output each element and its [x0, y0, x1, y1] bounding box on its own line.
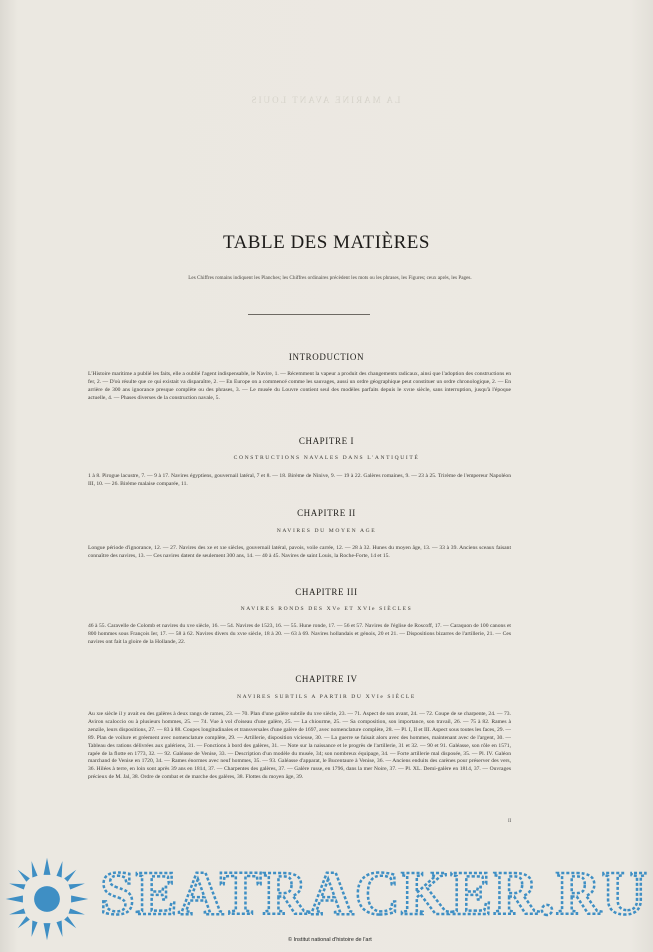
- section-text-chapitre-3: 46 à 55. Caravelle de Colomb et navires du xve siècle, 16. — 54. Navires de 1523, 16. — 55. Hune ronde, 17. — 56 et 57. Navires de l'église de Roscoff, 17. — Caraquon de 100 canons et 800 hommes sous François Ier, 17. — 58 à 62. Navires divers du xvɪe siècle, 18 à 20. — 63 à 69. Navires hollandais et génois, 20 et 21. — Dispositions bizarres de l'artillerie, 21. — Ces navires ont fait la gloire de la Hollande, 22.: [88, 623, 511, 645]
- sun-icon: [4, 856, 90, 942]
- section-subheading-chapitre-4: NAVIRES SUBTILS A PARTIR DU XVIe SIÈCLE: [237, 694, 416, 700]
- section-heading-introduction: INTRODUCTION: [288, 352, 365, 362]
- watermark-brand-text: SEATRACKER.RU: [100, 864, 648, 924]
- section-heading-chapitre-4: CHAPITRE IV: [295, 674, 358, 684]
- credit-line: [288, 937, 372, 943]
- section-heading-chapitre-2: CHAPITRE II: [297, 508, 356, 518]
- section-heading-chapitre-1: CHAPITRE I: [298, 436, 355, 446]
- page-title: TABLE DES MATIÈRES: [223, 232, 430, 253]
- section-subheading-chapitre-2: NAVIRES DU MOYEN AGE: [276, 528, 377, 534]
- page-folio: II: [508, 819, 512, 824]
- bleed-through-text: LA MARINE AVANT LOUIS: [249, 95, 401, 105]
- section-subheading-chapitre-1: CONSTRUCTIONS NAVALES DANS L'ANTIQUITÉ: [233, 455, 420, 461]
- section-text-introduction: L'Histoire maritime a publié les faits, elle a oublié l'agent indispensable, le Navire, 1. — Récemment la vapeur a produit des changements radicaux, ainsi que l'adoption des constructions en fer, 2. — D'où résulte que ce qui existait va disparaître, 2. — En Europe on a commencé comme les sauvages, aussi un ordre géographique peut constituer un ordre chronologique, 2. — En arrière de 300 ans ignorance presque complète ou des phrases, 3. — Le musée du Louvre contient seul des modèles parfaits depuis le xvɪɪe siècle, sans interruption, jusqu'à l'époque actuelle, 4. — Phases diverses de la construction navale, 5.: [88, 371, 511, 401]
- section-text-chapitre-2: Longue période d'ignorance, 12. — 27. Navires des xe et xɪe siècles, gouvernail latéral, pavois, voile carrée, 12. — 28 à 32. Hunes du moyen âge, 13. — 33 à 39. Anciens sceaux faisant connaître des navires, 13. — Ces navires datent de seulement 300 ans, 14. — 40 à 45. Navires de saint Louis, la Roche-Forte, 14 et 15.: [88, 545, 511, 559]
- page-subtitle: Les Chiffres romains indiquent les Planches; les Chiffres ordinaires précèdent les mots ou les phrases, les Figures; ceux après, les Pages.: [188, 275, 472, 281]
- title-divider: [248, 314, 370, 315]
- section-subheading-chapitre-3: NAVIRES RONDS DES XVe ET XVIe SIÈCLES: [240, 606, 413, 612]
- section-heading-chapitre-3: CHAPITRE III: [295, 587, 358, 597]
- section-text-chapitre-1: 1 à 8. Pirogue lacustre, 7. — 9 à 17. Navires égyptiens, gouvernail latéral, 7 et 8. — 18. Birème de Ninive, 9. — 19 à 22. Galères romaines, 9. — 23 à 25. Trirème de l'empereur Napoléon III, 10. — 26. Birème malaise comparée, 11.: [88, 473, 511, 487]
- section-text-chapitre-4: Au xɪe siècle il y avait eu des galères à deux rangs de rames, 23. — 70. Plan d'une galère subtile du xve siècle, 23. — 71. Aspect de son avant, 24. — 72. Coupe de se charpente, 24. — 73. Aviron scaloccio ou à plusieurs hommes, 25. — 74. Vue à vol d'oiseau d'une galère, 25. — La chiourme, 25. — Sa composition, son importance, son travail, 26. — 75 à 82. Rames à zenzile, leurs dispositions, 27. — 83 à 88. Coupes longitudinales et transversales d'une galère de 1697, avec nomenclature complète, 28. — Pl. I, II et III. Aspect sous toutes les faces, 29. — 89. Plan de voilure et gréement avec nomenclature complète, 29. — Artillerie, disposition vicieuse, 30. — La guerre se faisait alors avec des hommes, maintenant avec de l'argent, 30. — Tableau des rations délivrées aux galériens, 31. — Fonctions à bord des galères, 31. — Note sur la naissance et le progrès de l'artillerie, 31 et 32. — 90 et 91. Galéasse, son rôle en 1571, rapée de la flotte en 1773, 32. — 92. Galéasse de Venise, 33. — Description d'un modèle du musée, 34; son nombreux équipage, 34. — Forte artillerie mal disposée, 35. — Pl. IV. Galéon marchand de Venise en 1720, 34. — Rames énormes avec neuf hommes, 35. — 93. Galéasse d'apparat, le Bucentaure à Venise, 36. — Anciens enduits des carènes pour préserver des vers, 36. Hilées à terre, en loin sont après 39 ans en 1814, 37. — Charpentes des galères, 37. — Galère russe, en 1796, dans la mer Noire, 37. — Pl. XL. Demi-galère en 1814, 37. — Ouvrages précieux de M. Jal, 38. Ordre de combat et de marche des galères, 38. Flottes du moyen âge, 39.: [88, 711, 511, 781]
- credit-text: © Institut national d'histoire de l'art: [288, 937, 372, 943]
- watermark-logo: [98, 864, 650, 924]
